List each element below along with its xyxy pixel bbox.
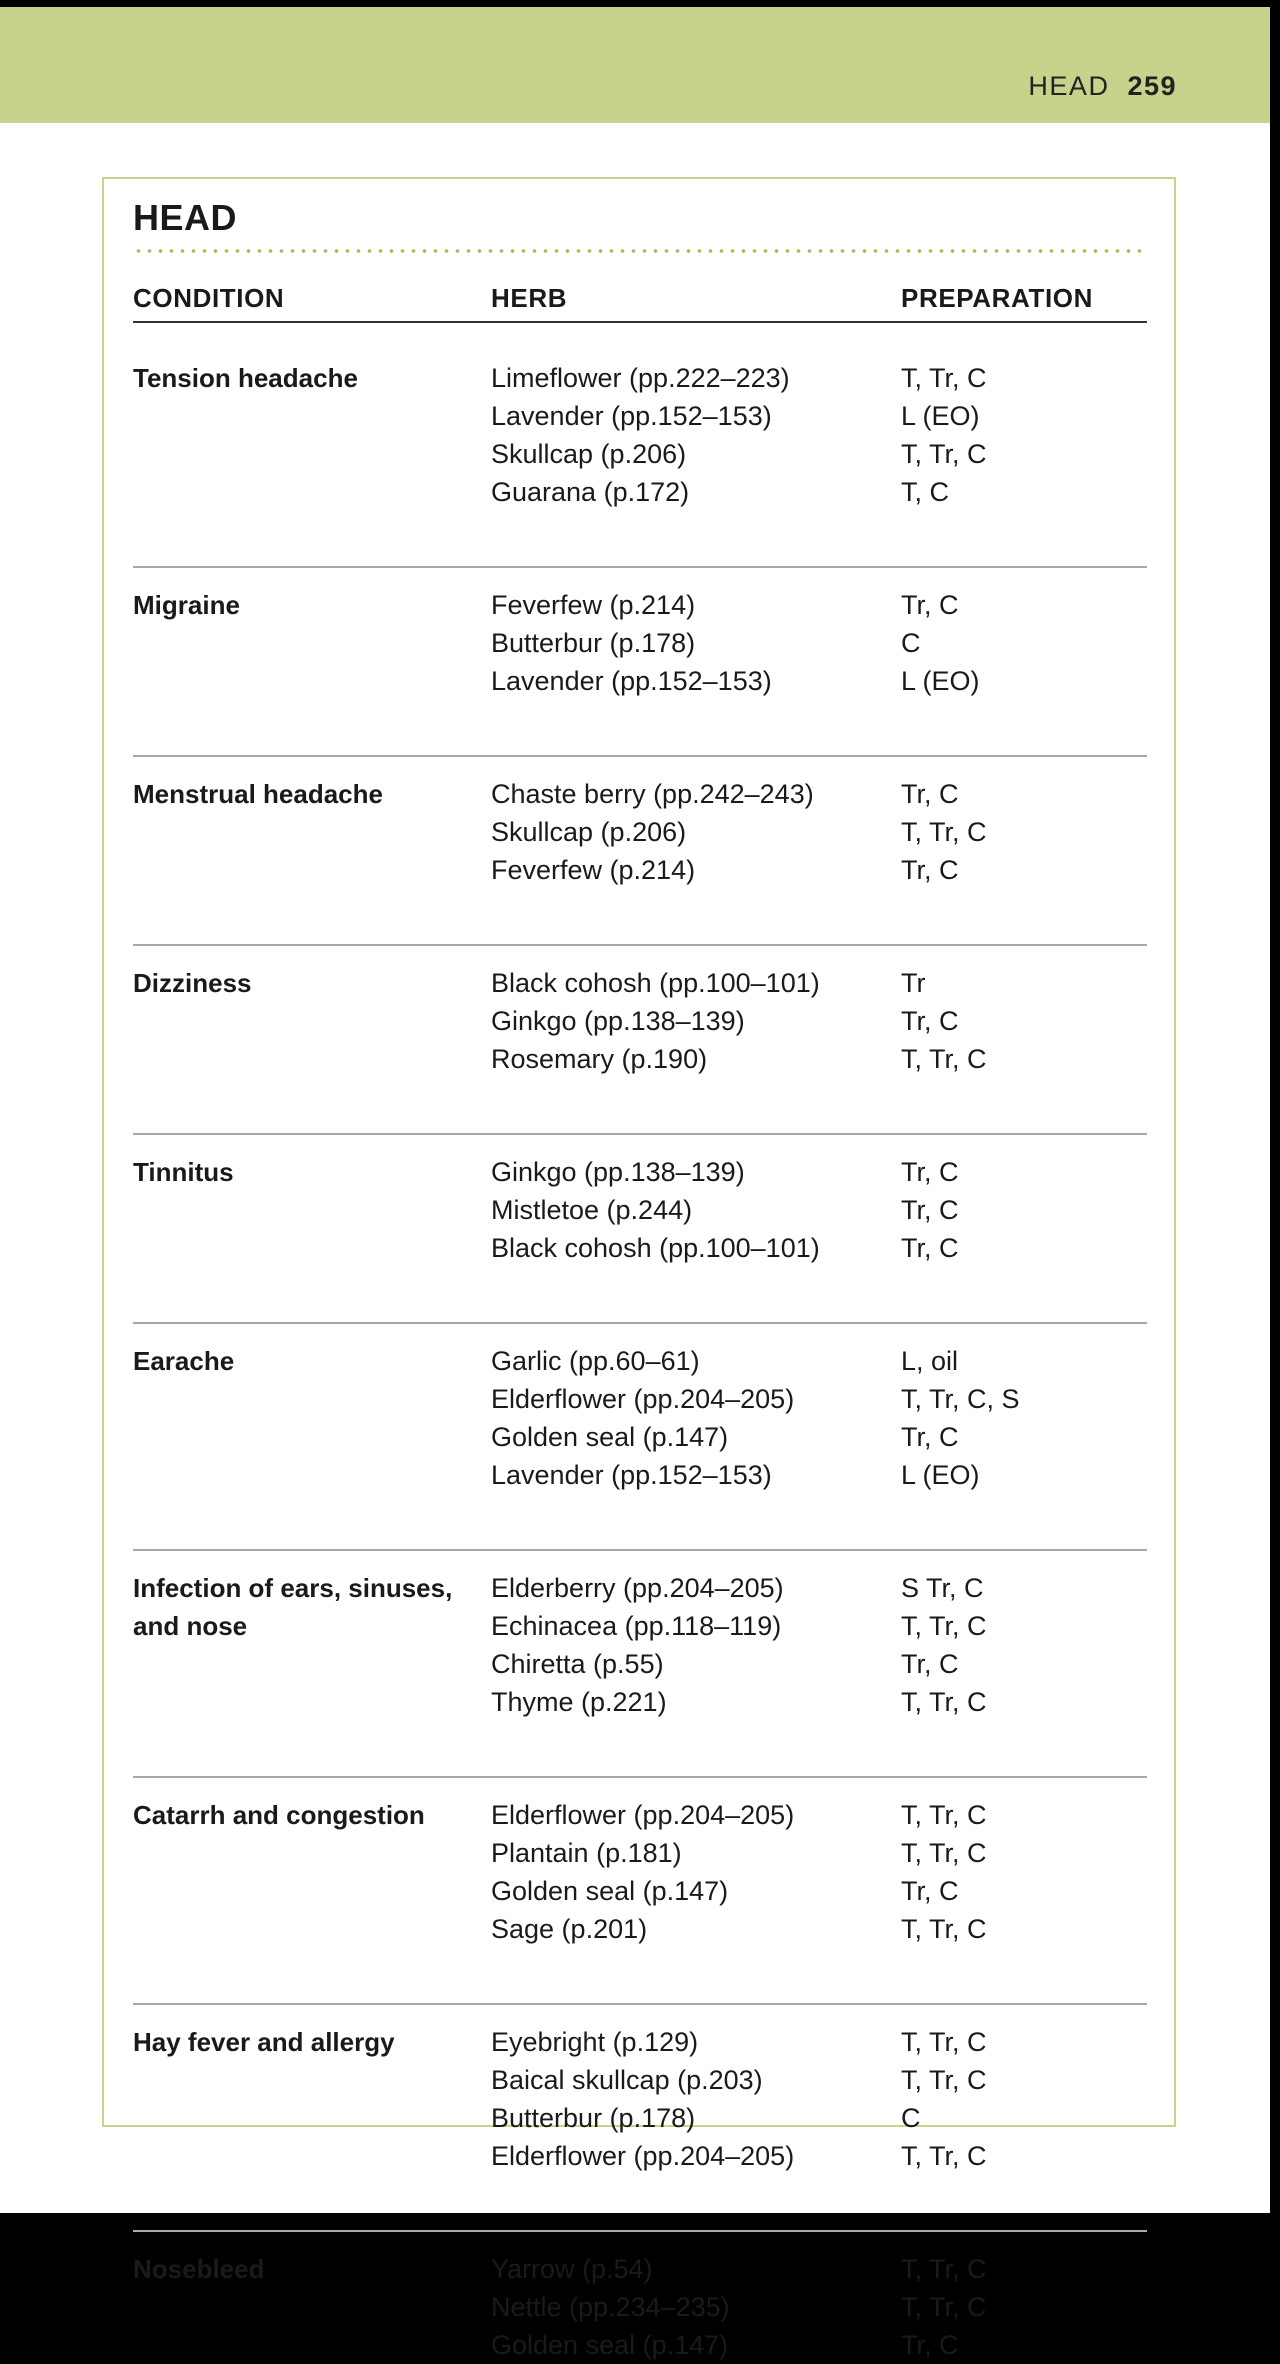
preparation-cell: T, Tr, C: [901, 2292, 987, 2322]
condition-cell: Dizziness: [133, 968, 252, 998]
preparation-cell: C: [901, 628, 921, 658]
condition-cell: Infection of ears, sinuses, and nose: [133, 1573, 453, 1641]
herb-cell: Baical skullcap (p.203): [491, 2065, 763, 2095]
preparation-cell: T, Tr, C: [901, 1800, 987, 1830]
herb-cell: Elderberry (pp.204–205): [491, 1573, 784, 1603]
herb-cell: Ginkgo (pp.138–139): [491, 1006, 745, 1036]
herb-cell: Garlic (pp.60–61): [491, 1346, 700, 1376]
herb-cell: Elderflower (pp.204–205): [491, 1800, 795, 1830]
preparation-cell: T, Tr, C: [901, 2027, 987, 2057]
condition-cell: Tension headache: [133, 363, 358, 393]
herb-cell: Chiretta (p.55): [491, 1649, 664, 1679]
herb-cell: Yarrow (p.54): [491, 2254, 653, 2284]
condition-cell: Tinnitus: [133, 1157, 234, 1187]
herb-cell: Mistletoe (p.244): [491, 1195, 693, 1225]
preparation-cell: T, Tr, C, S: [901, 1384, 1020, 1414]
herb-entry: [133, 2288, 1147, 2326]
herb-cell: Lavender (pp.152–153): [491, 401, 772, 431]
herb-cell: Black cohosh (pp.100–101): [491, 968, 820, 998]
herb-cell: Golden seal (p.147): [491, 2330, 729, 2360]
preparation-cell: T, Tr, C: [901, 1838, 987, 1868]
herb-entry: [133, 964, 1147, 1002]
herb-cell: Butterbur (p.178): [491, 2103, 696, 2133]
preparation-cell: Tr, C: [901, 1157, 959, 1187]
condition-cell: Migraine: [133, 590, 240, 620]
table-row: [133, 775, 1147, 889]
herb-cell: Feverfew (p.214): [491, 590, 696, 620]
herb-cell: Elderflower (pp.204–205): [491, 2141, 795, 2171]
condition-cell: Hay fever and allergy: [133, 2027, 395, 2057]
preparation-cell: Tr, C: [901, 1422, 959, 1452]
preparation-cell: T, Tr, C: [901, 363, 987, 393]
running-head-section: HEAD: [1028, 71, 1110, 101]
herb-cell: Thyme (p.221): [491, 1687, 667, 1717]
herb-entry: [133, 1569, 1147, 1607]
herb-entry: [133, 2137, 1147, 2175]
preparation-cell: C: [901, 2103, 921, 2133]
herb-entry: [133, 359, 1147, 397]
preparation-cell: Tr, C: [901, 1649, 959, 1679]
preparation-cell: Tr, C: [901, 1876, 959, 1906]
herb-cell: Butterbur (p.178): [491, 628, 696, 658]
herb-entry: [133, 2326, 1147, 2364]
herb-cell: Lavender (pp.152–153): [491, 1460, 772, 1490]
herb-cell: Guarana (p.172): [491, 477, 690, 507]
preparation-cell: L (EO): [901, 666, 980, 696]
herb-cell: Elderflower (pp.204–205): [491, 1384, 795, 1414]
preparation-cell: L (EO): [901, 401, 980, 431]
herb-entry: [133, 1683, 1147, 1721]
herb-cell: Echinacea (pp.118–119): [491, 1611, 782, 1641]
herb-cell: Eyebright (p.129): [491, 2027, 699, 2057]
column-header-condition: CONDITION: [133, 283, 285, 313]
condition-cell: Earache: [133, 1346, 235, 1376]
preparation-cell: T, C: [901, 477, 950, 507]
table-row: [133, 359, 1147, 511]
herb-cell: Skullcap (p.206): [491, 439, 687, 469]
table-row: [133, 586, 1147, 700]
herb-entry: [133, 813, 1147, 851]
herb-entry: [133, 473, 1147, 511]
preparation-cell: T, Tr, C: [901, 1914, 987, 1944]
herb-entry: [133, 1872, 1147, 1910]
herb-entry: [133, 2099, 1147, 2137]
herb-entry: [133, 851, 1147, 889]
herb-entry: [133, 1191, 1147, 1229]
preparation-cell: Tr: [901, 968, 926, 998]
herb-entry: [133, 2250, 1147, 2288]
herb-cell: Sage (p.201): [491, 1914, 648, 1944]
herb-entry: [133, 397, 1147, 435]
preparation-cell: T, Tr, C: [901, 1044, 987, 1074]
herb-entry: [133, 1002, 1147, 1040]
page-number: 259: [1127, 71, 1177, 101]
herb-entry: [133, 1607, 1147, 1645]
table-row: [133, 2023, 1147, 2175]
herb-entry: [133, 662, 1147, 700]
herb-entry: [133, 1834, 1147, 1872]
preparation-cell: T, Tr, C: [901, 2141, 987, 2171]
herb-entry: [133, 1418, 1147, 1456]
preparation-cell: T, Tr, C: [901, 2254, 987, 2284]
preparation-cell: T, Tr, C: [901, 1687, 987, 1717]
herb-cell: Lavender (pp.152–153): [491, 666, 772, 696]
herb-entry: [133, 435, 1147, 473]
herb-entry: [133, 2061, 1147, 2099]
condition-cell: Menstrual headache: [133, 779, 383, 809]
preparation-cell: Tr, C: [901, 590, 959, 620]
condition-cell: Catarrh and congestion: [133, 1800, 425, 1830]
herb-entry: [133, 586, 1147, 624]
table-body: [133, 359, 1147, 2364]
preparation-cell: Tr, C: [901, 779, 959, 809]
herb-cell: Golden seal (p.147): [491, 1422, 729, 1452]
preparation-cell: Tr, C: [901, 2330, 959, 2360]
table-row: [133, 1569, 1147, 1721]
herb-entry: [133, 1040, 1147, 1078]
preparation-cell: T, Tr, C: [901, 439, 987, 469]
column-header-herb: HERB: [491, 283, 568, 313]
running-head: [1028, 71, 1177, 102]
herb-cell: Ginkgo (pp.138–139): [491, 1157, 745, 1187]
header-rule: [133, 321, 1147, 323]
herb-cell: Black cohosh (pp.100–101): [491, 1233, 820, 1263]
column-header-preparation: PREPARATION: [901, 283, 1093, 313]
herb-entry: [133, 624, 1147, 662]
preparation-cell: S Tr, C: [901, 1573, 984, 1603]
herb-cell: Limeflower (pp.222–223): [491, 363, 790, 393]
preparation-cell: Tr, C: [901, 855, 959, 885]
herb-entry: [133, 2023, 1147, 2061]
herb-entry: [133, 1796, 1147, 1834]
herb-entry: [133, 1645, 1147, 1683]
herb-cell: Plantain (p.181): [491, 1838, 682, 1868]
table-row: [133, 1153, 1147, 1267]
herb-entry: [133, 1910, 1147, 1948]
preparation-cell: Tr, C: [901, 1006, 959, 1036]
herb-entry: [133, 1229, 1147, 1267]
herb-entry: [133, 775, 1147, 813]
herb-entry: [133, 1456, 1147, 1494]
herb-entry: [133, 1342, 1147, 1380]
herb-cell: Chaste berry (pp.242–243): [491, 779, 814, 809]
preparation-cell: T, Tr, C: [901, 2065, 987, 2095]
condition-cell: Nosebleed: [133, 2254, 265, 2284]
table-title: HEAD: [133, 197, 238, 238]
herb-cell: Skullcap (p.206): [491, 817, 687, 847]
header-band: [0, 7, 1270, 123]
preparation-cell: L, oil: [901, 1346, 959, 1376]
herb-cell: Golden seal (p.147): [491, 1876, 729, 1906]
preparation-cell: T, Tr, C: [901, 817, 987, 847]
dotted-divider: [133, 248, 1147, 254]
table-row: [133, 1342, 1147, 1494]
preparation-cell: Tr, C: [901, 1195, 959, 1225]
table-row: [133, 1796, 1147, 1948]
herb-cell: Nettle (pp.234–235): [491, 2292, 730, 2322]
herb-cell: Feverfew (p.214): [491, 855, 696, 885]
herb-entry: [133, 1153, 1147, 1191]
preparation-cell: Tr, C: [901, 1233, 959, 1263]
herb-cell: Rosemary (p.190): [491, 1044, 708, 1074]
preparation-cell: T, Tr, C: [901, 1611, 987, 1641]
table-row: [133, 2250, 1147, 2364]
preparation-cell: L (EO): [901, 1460, 980, 1490]
herb-entry: [133, 1380, 1147, 1418]
table-row: [133, 964, 1147, 1078]
